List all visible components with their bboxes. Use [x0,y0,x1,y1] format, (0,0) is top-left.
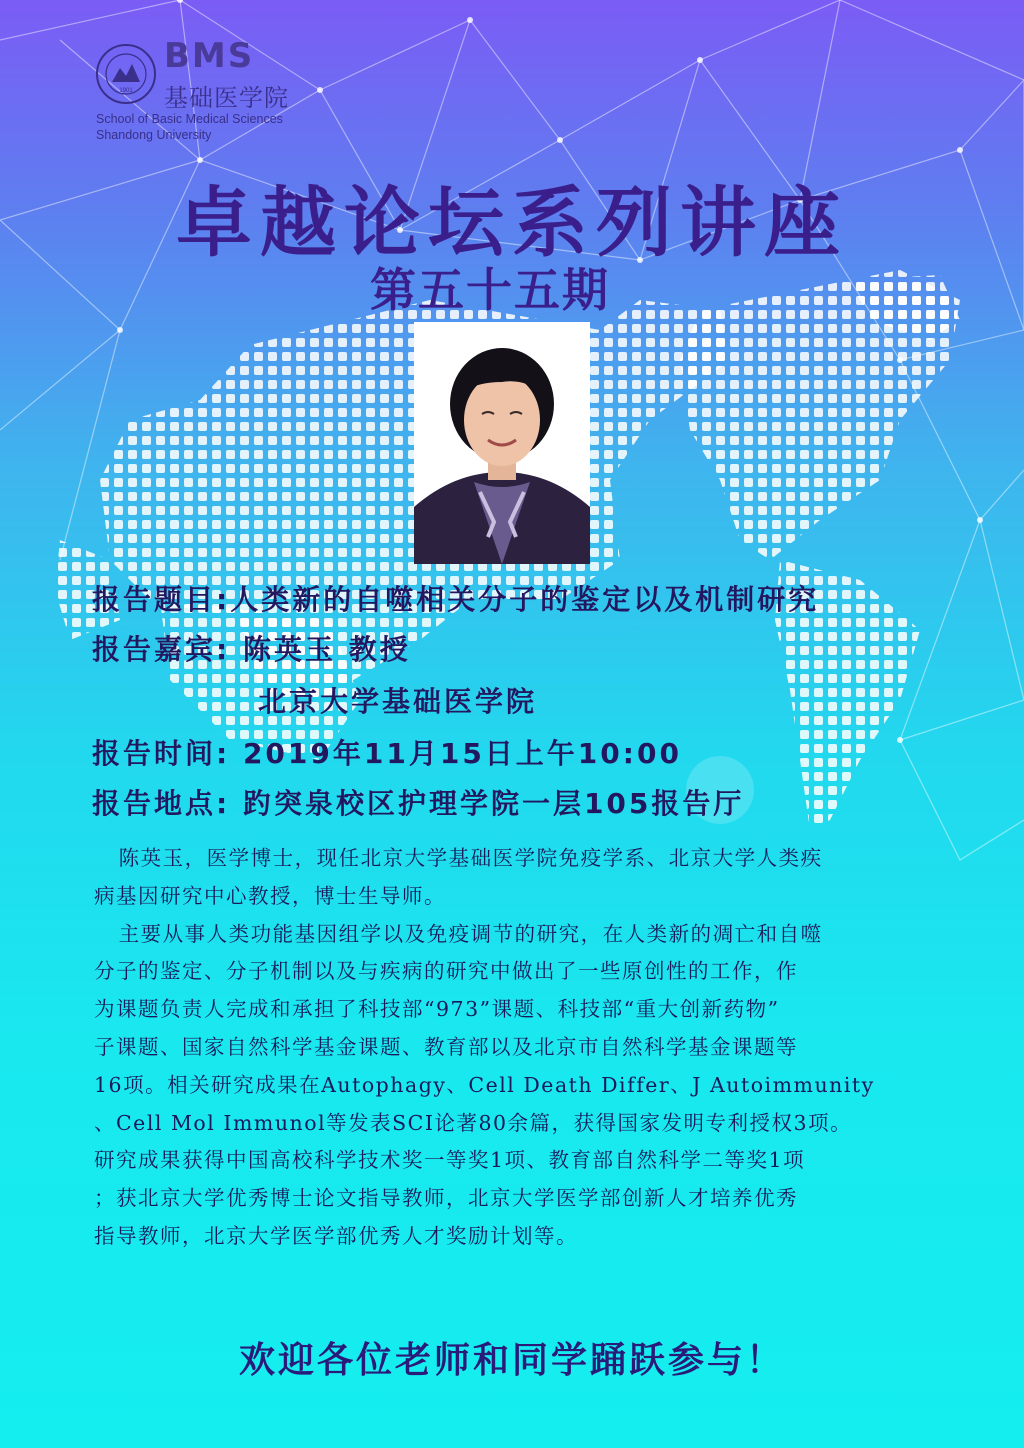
bio-line: 为课题负责人完成和承担了科技部“973”课题、科技部“重大创新药物” [94,997,780,1022]
speaker-photo [414,322,590,564]
poster-title: 卓越论坛系列讲座 [176,178,848,267]
bio-line: 陈英玉，医学博士，现任北京大学基础医学院免疫学系、北京大学人类疾 [118,846,823,870]
report-place: 报告地点: 趵突泉校区护理学院一层105报告厅 [92,787,745,820]
university-seal-icon [94,42,158,106]
welcome-message: 欢迎各位老师和同学踊跃参与！ [238,1340,785,1381]
bio-line: 、Cell Mol Immunol等发表SCI论著80余篇，获得国家发明专利授权3项。 [94,1110,853,1135]
bio-line: 分子的鉴定、分子机制以及与疾病的研究中做出了一些原创性的工作，作 [94,959,798,984]
svg-text:1901: 1901 [119,88,133,94]
school-logo [94,36,334,146]
bio-line: 研究成果获得中国高校科学技术奖一等奖1项、教育部自然科学二等奖1项 [94,1148,806,1173]
brand-mark: BMS [164,36,255,76]
university-name-en: Shandong University [96,128,212,142]
bio-line: ；获北京大学优秀博士论文指导教师，北京大学医学部创新人才培养优秀 [94,1186,798,1211]
school-name-cn: 基础医学院 [164,84,289,112]
guest-affiliation: 北京大学基础医学院 [258,685,538,718]
school-name-en: School of Basic Medical Sciences [96,112,283,126]
portrait-image [414,322,590,564]
report-time: 报告时间: 2019年11月15日上午10:00 [92,737,682,770]
bio-line: 病基因研究中心教授，博士生导师。 [94,883,446,908]
report-guest: 报告嘉宾: 陈英玉 教授 [92,633,411,666]
bio-line: 子课题、国家自然科学基金课题、教育部以及北京市自然科学基金课题等 [94,1034,798,1059]
speaker-bio [94,840,980,1256]
issue-number: 第五十五期 [370,263,610,317]
report-topic: 报告题目:人类新的自噬相关分子的鉴定以及机制研究 [92,583,820,616]
bio-line: 主要从事人类功能基因组学以及免疫调节的研究，在人类新的凋亡和自噬 [118,921,823,946]
bio-line: 16项。相关研究成果在Autophagy、Cell Death Differ、J Autoimmunity [94,1072,875,1097]
bio-line: 指导教师，北京大学医学部优秀人才奖励计划等。 [94,1223,578,1248]
